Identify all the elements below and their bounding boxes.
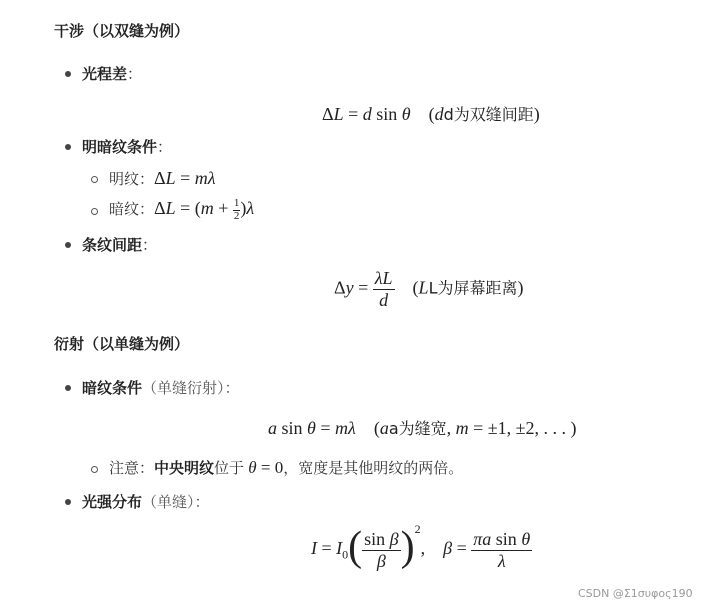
bullet-icon — [65, 144, 71, 150]
fringe-spacing-formula: Δy = $\frac{\lambda L}{d}$ (LL为屏幕距离) — [334, 268, 524, 310]
diffraction-dark-label: 暗纹条件 — [82, 379, 143, 397]
fringe-spacing-colon: ： — [142, 236, 158, 254]
path-difference-colon: ： — [127, 65, 143, 83]
central-max-note — [109, 457, 463, 478]
fringe-spacing-label: 条纹间距 — [82, 236, 143, 254]
bright-fringe-formula: ΔL = mλ — [154, 168, 216, 188]
dark-fringe-label: 暗纹： — [109, 200, 155, 219]
diffraction-dark-item — [82, 377, 240, 398]
path-difference-formula: ΔL = d sin θ (dd为双缝间距) — [322, 104, 540, 124]
note-formula: θ = 0 — [248, 458, 284, 477]
note-mid: 位于 — [214, 459, 245, 477]
fringe-spacing-item — [82, 234, 157, 255]
diffraction-dark-note: a为缝宽 — [388, 419, 447, 438]
note-bold: 中央明纹 — [154, 459, 215, 477]
intensity-formula: $I = I_0$( $\frac{\text{sin β}}{\beta}$ )$^2$, β = $\frac{\text{πa sin θ}}{\lambda}$ — [311, 522, 531, 571]
bright-fringe-item — [109, 168, 216, 189]
watermark: CSDN @Σ1συφος190 — [578, 587, 693, 600]
path-difference-label: 光程差 — [82, 65, 128, 83]
intensity-label: 光强分布 — [82, 493, 143, 511]
dark-fringe-formula: ΔL = (m + $\frac{1}{2}$ )λ — [154, 197, 255, 222]
sub-bullet-icon — [91, 176, 98, 183]
diffraction-dark-paren: （单缝衍射）： — [142, 379, 240, 397]
path-difference-note: d为双缝间距 — [443, 105, 534, 124]
intensity-paren: （单缝）： — [142, 493, 210, 511]
bullet-icon — [65, 242, 71, 248]
sub-bullet-icon — [91, 208, 98, 215]
note-prefix: 注意： — [109, 459, 155, 477]
fringe-spacing-note: L为屏幕距离 — [428, 278, 518, 298]
bullet-icon — [65, 71, 71, 77]
sub-bullet-icon — [91, 466, 98, 473]
diffraction-dark-formula: a sin θ = mλ (aa为缝宽, m = ±1, ±2, . . . ) — [268, 418, 577, 438]
section-title-diffraction: 衍射（以单缝为例） — [54, 335, 190, 353]
note-suffix: ，宽度是其他明纹的两倍。 — [283, 459, 464, 477]
fringe-conditions-colon: ： — [157, 138, 173, 156]
bright-fringe-label: 明纹： — [109, 170, 155, 188]
path-difference-item — [82, 63, 142, 84]
fringe-conditions-item — [82, 136, 172, 157]
bullet-icon — [65, 385, 71, 391]
fringe-conditions-label: 明暗纹条件 — [82, 138, 158, 156]
section-title-interference: 干涉（以双缝为例） — [54, 22, 190, 40]
bullet-icon — [65, 499, 71, 505]
intensity-item — [82, 491, 210, 512]
dark-fringe-item — [109, 198, 254, 222]
